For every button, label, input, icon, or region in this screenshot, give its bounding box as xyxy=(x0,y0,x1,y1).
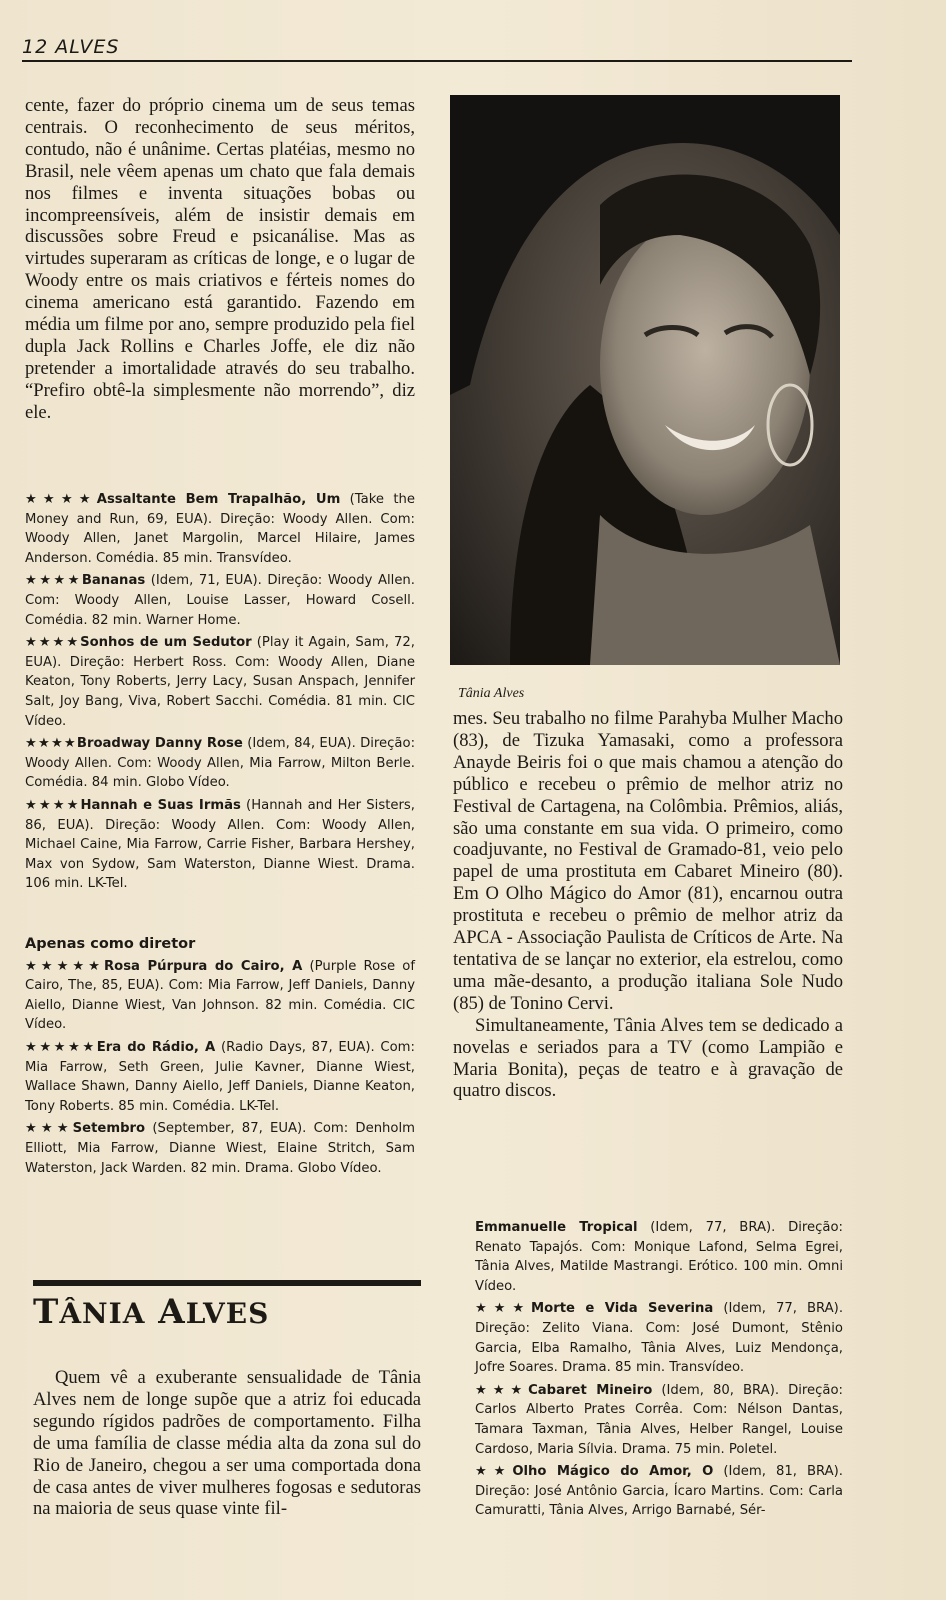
film-details: (Purple Rose of Cairo, The, 85, EUA). Com: Mia Farrow, Jeff Daniels, Danny Aiello, Dianne Wiest, Van Johnson. 82 min. Comédia. CIC Vídeo. xyxy=(25,958,415,1033)
tania-intro-text xyxy=(33,1367,421,1520)
woody-article-text xyxy=(25,95,415,424)
title-rest-last: LVES xyxy=(185,1297,270,1330)
film-title: Assaltante Bem Trapalhão, Um xyxy=(96,492,341,507)
section-title xyxy=(33,1292,269,1332)
rating-stars: ★★★ xyxy=(25,1121,73,1137)
rating-stars: ★★★★ xyxy=(25,635,81,651)
rating-stars: ★★★★ xyxy=(25,492,97,507)
tania-intro-paragraph: Quem vê a exuberante sensualidade de Tânia Alves nem de longe supõe que a atriz foi educada segundo rígidos padrões de comportamento. Filha de uma família de classe média alta da zona sul do Rio de Janeiro, chegou a ser uma comportada dona de casa antes de viver mulheres fogosas e sedutoras na maioria de seus quase vinte fil- xyxy=(33,1367,421,1520)
section-rule xyxy=(33,1280,421,1286)
director-only-heading: Apenas como diretor xyxy=(25,936,196,952)
film-details: (Idem, 77, BRA). Direção: Renato Tapajós. Com: Monique Lafond, Selma Egrei, Tânia Alves, Matilde Mastrangi. Erótico. 100 min. Omni Vídeo. xyxy=(475,1220,843,1294)
film-title: Morte e Vida Severina xyxy=(531,1301,714,1317)
film-entry xyxy=(25,734,415,793)
film-title: Hannah e Suas Irmãs xyxy=(80,797,241,813)
director-only-section xyxy=(25,935,415,1181)
title-initial-a: A xyxy=(158,1292,186,1332)
film-entry xyxy=(475,1381,843,1459)
woody-filmography xyxy=(25,490,415,897)
film-entry xyxy=(475,1299,843,1377)
film-title: Sonhos de um Sedutor xyxy=(80,635,252,651)
title-rest-first: ÂNIA xyxy=(59,1297,146,1330)
film-details: (September, 87, EUA). Com: Denholm Elliott, Mia Farrow, Dianne Wiest, Elaine Stritch, Sam Waterston, Jack Warden. 82 min. Drama. Globo Vídeo. xyxy=(25,1121,415,1176)
film-details: (Take the Money and Run, 69, EUA). Direção: Woody Allen. Com: Woody Allen, Janet Margolin, Marcel Hilaire, James Anderson. Comédia. 85 min. Transvídeo. xyxy=(25,492,415,566)
rating-stars: ★★★★ xyxy=(25,797,81,813)
photo-caption: Tânia Alves xyxy=(458,686,525,701)
tania-paragraph-2: Simultaneamente, Tânia Alves tem se dedicado a novelas e seriados para a TV (como Lampião e Maria Bonita), peças de teatro e à gravação de quatro discos. xyxy=(453,1014,843,1102)
rating-stars: ★★★ xyxy=(475,1301,532,1317)
film-entry xyxy=(25,1038,415,1116)
rating-stars: ★★★★★ xyxy=(25,1039,97,1055)
film-details: (Idem, 77, BRA). Direção: Zelito Viana. Com: José Dumont, Stênio Garcia, Elba Ramalho, Tânia Alves, Luiz Mendonça, Jofre Soares. Drama. 85 min. Transvídeo. xyxy=(475,1301,844,1376)
film-details: (Idem, 81, BRA). Direção: José Antônio Garcia, Ícaro Martins. Com: Carla Camuratti, Tânia Alves, Arrigo Barnabé, Sér- xyxy=(475,1464,843,1519)
director-only-list xyxy=(25,957,415,1179)
page-header xyxy=(22,36,852,62)
header-rule xyxy=(22,60,852,62)
tania-article-text xyxy=(453,708,843,1102)
film-title: Cabaret Mineiro xyxy=(528,1382,653,1398)
rating-stars: ★★★ xyxy=(475,1382,529,1398)
film-details: (Idem, 71, EUA). Direção: Woody Allen. Com: Woody Allen, Louise Lasser, Howard Cosell. Comédia. 82 min. Warner Home. xyxy=(25,573,415,628)
rating-stars: ★★★★ xyxy=(25,573,82,589)
rating-stars: ★★★★★ xyxy=(25,958,104,974)
film-details: (Idem, 80, BRA). Direção: Carlos Alberto Prates Corrêa. Com: Nélson Dantas, Tamara Taxman, Tânia Alves, Helber Rangel, Louise Cardoso, Maria Sílvia. Drama. 75 min. Poletel. xyxy=(475,1382,843,1457)
rating-stars: ★★★★ xyxy=(25,736,77,752)
film-title: Olho Mágico do Amor, O xyxy=(512,1464,714,1480)
film-entry xyxy=(25,633,415,731)
portrait-image xyxy=(450,95,840,665)
film-details: (Hannah and Her Sisters, 86, EUA). Direção: Woody Allen. Com: Woody Allen, Michael Caine, Mia Farrow, Carrie Fisher, Barbara Hershey, Max von Sydow, Sam Waterston, Dianne Wiest. Drama. 106 min. LK-Tel. xyxy=(25,797,415,892)
title-initial-t: T xyxy=(33,1292,60,1332)
tania-paragraph-1: mes. Seu trabalho no filme Parahyba Mulher Macho (83), de Tizuka Yamasaki, como a professora Anayde Beiris foi o que mais chamou a atenção do público e recebeu o prêmio de melhor atriz no Festival de Cartagena, na Colômbia. Prêmios, aliás, são uma constante em sua vida. O primeiro, como coadjuvante, no Festival de Gramado-81, veio pelo papel de uma prostituta em Cabaret Mineiro (80). Em O Olho Mágico do Amor (81), encarnou outra prostituta e recebeu o prêmio de melhor atriz da APCA - Associação Paulista de Críticos de Arte. Na tentativa de se lançar no exterior, ela estrelou, como uma mãe-desanto, a produção italiana Sole Nudo (85) de Tonino Cervi. xyxy=(453,708,843,1014)
tania-filmography xyxy=(475,1218,843,1524)
film-title: Bananas xyxy=(81,573,146,589)
page-header-label: 12 ALVES xyxy=(22,36,120,58)
film-entry xyxy=(25,490,415,568)
film-title: Rosa Púrpura do Cairo, A xyxy=(103,958,303,974)
film-details: (Idem, 84, EUA). Direção: Woody Allen. Com: Woody Allen, Mia Farrow, Milton Berle. Comédia. 84 min. Globo Vídeo. xyxy=(25,736,416,791)
film-entry xyxy=(25,1119,415,1178)
film-entry xyxy=(475,1218,843,1296)
film-entry xyxy=(475,1462,843,1521)
film-title: Era do Rádio, A xyxy=(96,1039,216,1055)
film-details: (Radio Days, 87, EUA). Com: Mia Farrow, Seth Green, Julie Kavner, Dianne Wiest, Wallace Shawn, Danny Aiello, Jeff Daniels, Dianne Keaton, Tony Roberts. 85 min. Comédia. LK-Tel. xyxy=(25,1039,415,1114)
film-entry xyxy=(25,571,415,630)
woody-paragraph: cente, fazer do próprio cinema um de seus temas centrais. O reconhecimento de seus méritos, contudo, não é unânime. Certas platéias, mesmo no Brasil, nele vêem apenas um chato que fala demais nos filmes e inventa situações bobas ou incompreensíveis, além de insistir demais em discussões sobre Freud e psicanálise. Mas as virtudes superaram as críticas de longe, e o lugar de Woody entre os mais criativos e férteis nomes do cinema americano está garantido. Fazendo em média um filme por ano, sempre produzido pela fiel dupla Jack Rollins e Charles Joffe, ele diz não pretender a imortalidade através do seu trabalho. “Prefiro obtê-la simplesmente não morrendo”, diz ele. xyxy=(25,95,415,423)
film-title: Setembro xyxy=(72,1121,146,1137)
film-title: Emmanuelle Tropical xyxy=(475,1220,638,1235)
rating-stars: ★★ xyxy=(475,1464,513,1480)
tania-alves-photo xyxy=(450,95,840,665)
film-entry xyxy=(25,957,415,1035)
film-title: Broadway Danny Rose xyxy=(76,736,243,752)
film-details: (Play it Again, Sam, 72, EUA). Direção: Herbert Ross. Com: Woody Allen, Diane Keaton, Tony Roberts, Jerry Lacy, Susan Anspach, Jennifer Salt, Joy Bang, Viva, Robert Sacchi. Comédia. 81 min. CIC Vídeo. xyxy=(25,635,415,729)
film-entry xyxy=(25,796,415,894)
